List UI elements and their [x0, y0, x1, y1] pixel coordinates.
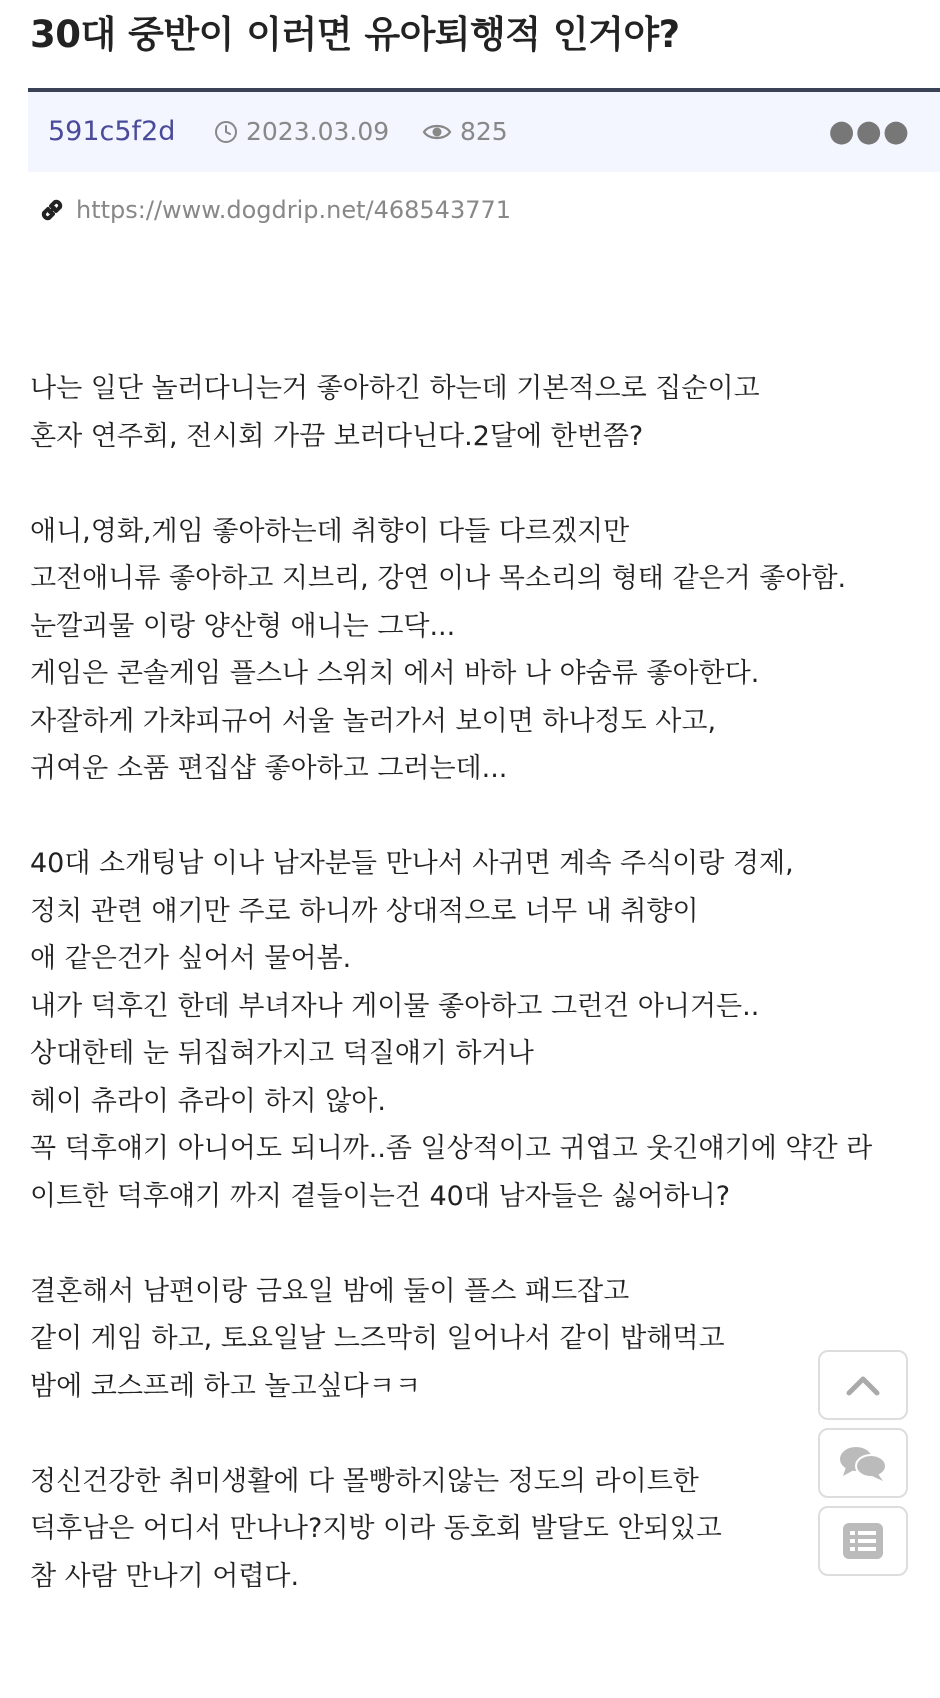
text-line: 귀여운 소품 편집샵 좋아하고 그러는데... [30, 753, 508, 784]
more-options-button[interactable]: ●●● [828, 114, 910, 149]
text-line: 참 사람 만나기 어렵다. [30, 1560, 300, 1592]
paragraph-3 [30, 840, 935, 1220]
text-line: 덕후남은 어디서 만나나?지방 이라 동호회 발달도 안되있고 [30, 1513, 722, 1544]
post-title: 30대 중반이 이러면 유아퇴행적 인거야? [30, 13, 680, 56]
post-url[interactable]: https://www.dogdrip.net/468543771 [76, 196, 512, 224]
list-icon [842, 1522, 884, 1560]
text-line: 나는 일단 놀러다니는거 좋아하긴 하는데 기본적으로 집순이고 [30, 373, 760, 404]
text-line: 게임은 콘솔게임 플스나 스위치 에서 바하 나 야숨류 좋아한다. [30, 658, 760, 689]
link-icon [38, 196, 66, 224]
text-line: 고전애니류 좋아하고 지브리, 강연 이나 목소리의 형태 같은거 좋아함. [30, 563, 847, 594]
text-line: 자잘하게 가챠피규어 서울 놀러가서 보이면 하나정도 사고, [30, 705, 717, 737]
paragraph-5 [30, 1458, 935, 1601]
post-date [214, 92, 389, 172]
text-line: 이트한 덕후얘기 까지 곁들이는건 40대 남자들은 싫어하니? [30, 1180, 731, 1212]
text-line: 애니,영화,게임 좋아하는데 취향이 다들 다르겠지만 [30, 515, 630, 547]
text-line: 밤에 코스프레 하고 놀고싶다ㅋㅋ [30, 1370, 421, 1402]
paragraph-2 [30, 508, 935, 793]
paragraph-4 [30, 1268, 935, 1411]
clock-icon [214, 120, 238, 144]
chevron-up-icon [843, 1372, 883, 1398]
post-views [422, 92, 508, 172]
text-line: 헤이 츄라이 츄라이 하지 않아. [30, 1085, 386, 1117]
text-line: 40대 소개팅남 이나 남자분들 만나서 사귀면 계속 주식이랑 경제, [30, 848, 794, 879]
text-line: 결혼해서 남편이랑 금요일 밤에 둘이 플스 패드잡고 [30, 1275, 630, 1307]
list-button[interactable] [818, 1506, 908, 1576]
text-line: 정신건강한 취미생활에 다 몰빵하지않는 정도의 라이트한 [30, 1465, 699, 1497]
comments-button[interactable] [818, 1428, 908, 1498]
text-line: 애 같은건가 싶어서 물어봄. [30, 943, 352, 974]
eye-icon [422, 121, 452, 143]
text-line: 눈깔괴물 이랑 양산형 애니는 그닥... [30, 610, 456, 642]
text-line: 상대한테 눈 뒤집혀가지고 덕질얘기 하거나 [30, 1038, 534, 1069]
post-content [30, 365, 935, 1648]
text-line: 꼭 덕후얘기 아니어도 되니까..좀 일상적이고 귀엽고 웃긴얘기에 약간 라 [30, 1133, 873, 1164]
post-meta-bar [28, 88, 940, 172]
text-line: 혼자 연주회, 전시회 가끔 보러다닌다.2달에 한번쯤? [30, 420, 644, 452]
text-line: 내가 덕후긴 한데 부녀자나 게이물 좋아하고 그런건 아니거든.. [30, 990, 760, 1022]
author-name[interactable]: 591c5f2d [48, 116, 176, 147]
text-line: 정치 관련 얘기만 주로 하니까 상대적으로 너무 내 취향이 [30, 895, 699, 927]
post-date-text: 2023.03.09 [246, 117, 390, 146]
text-line: 같이 게임 하고, 토요일날 느즈막히 일어나서 같이 밥해먹고 [30, 1323, 725, 1354]
paragraph-1 [30, 365, 935, 460]
scroll-top-button[interactable] [818, 1350, 908, 1420]
post-views-text: 825 [460, 117, 508, 146]
comments-icon [838, 1443, 888, 1483]
post-url-row[interactable] [38, 190, 511, 230]
